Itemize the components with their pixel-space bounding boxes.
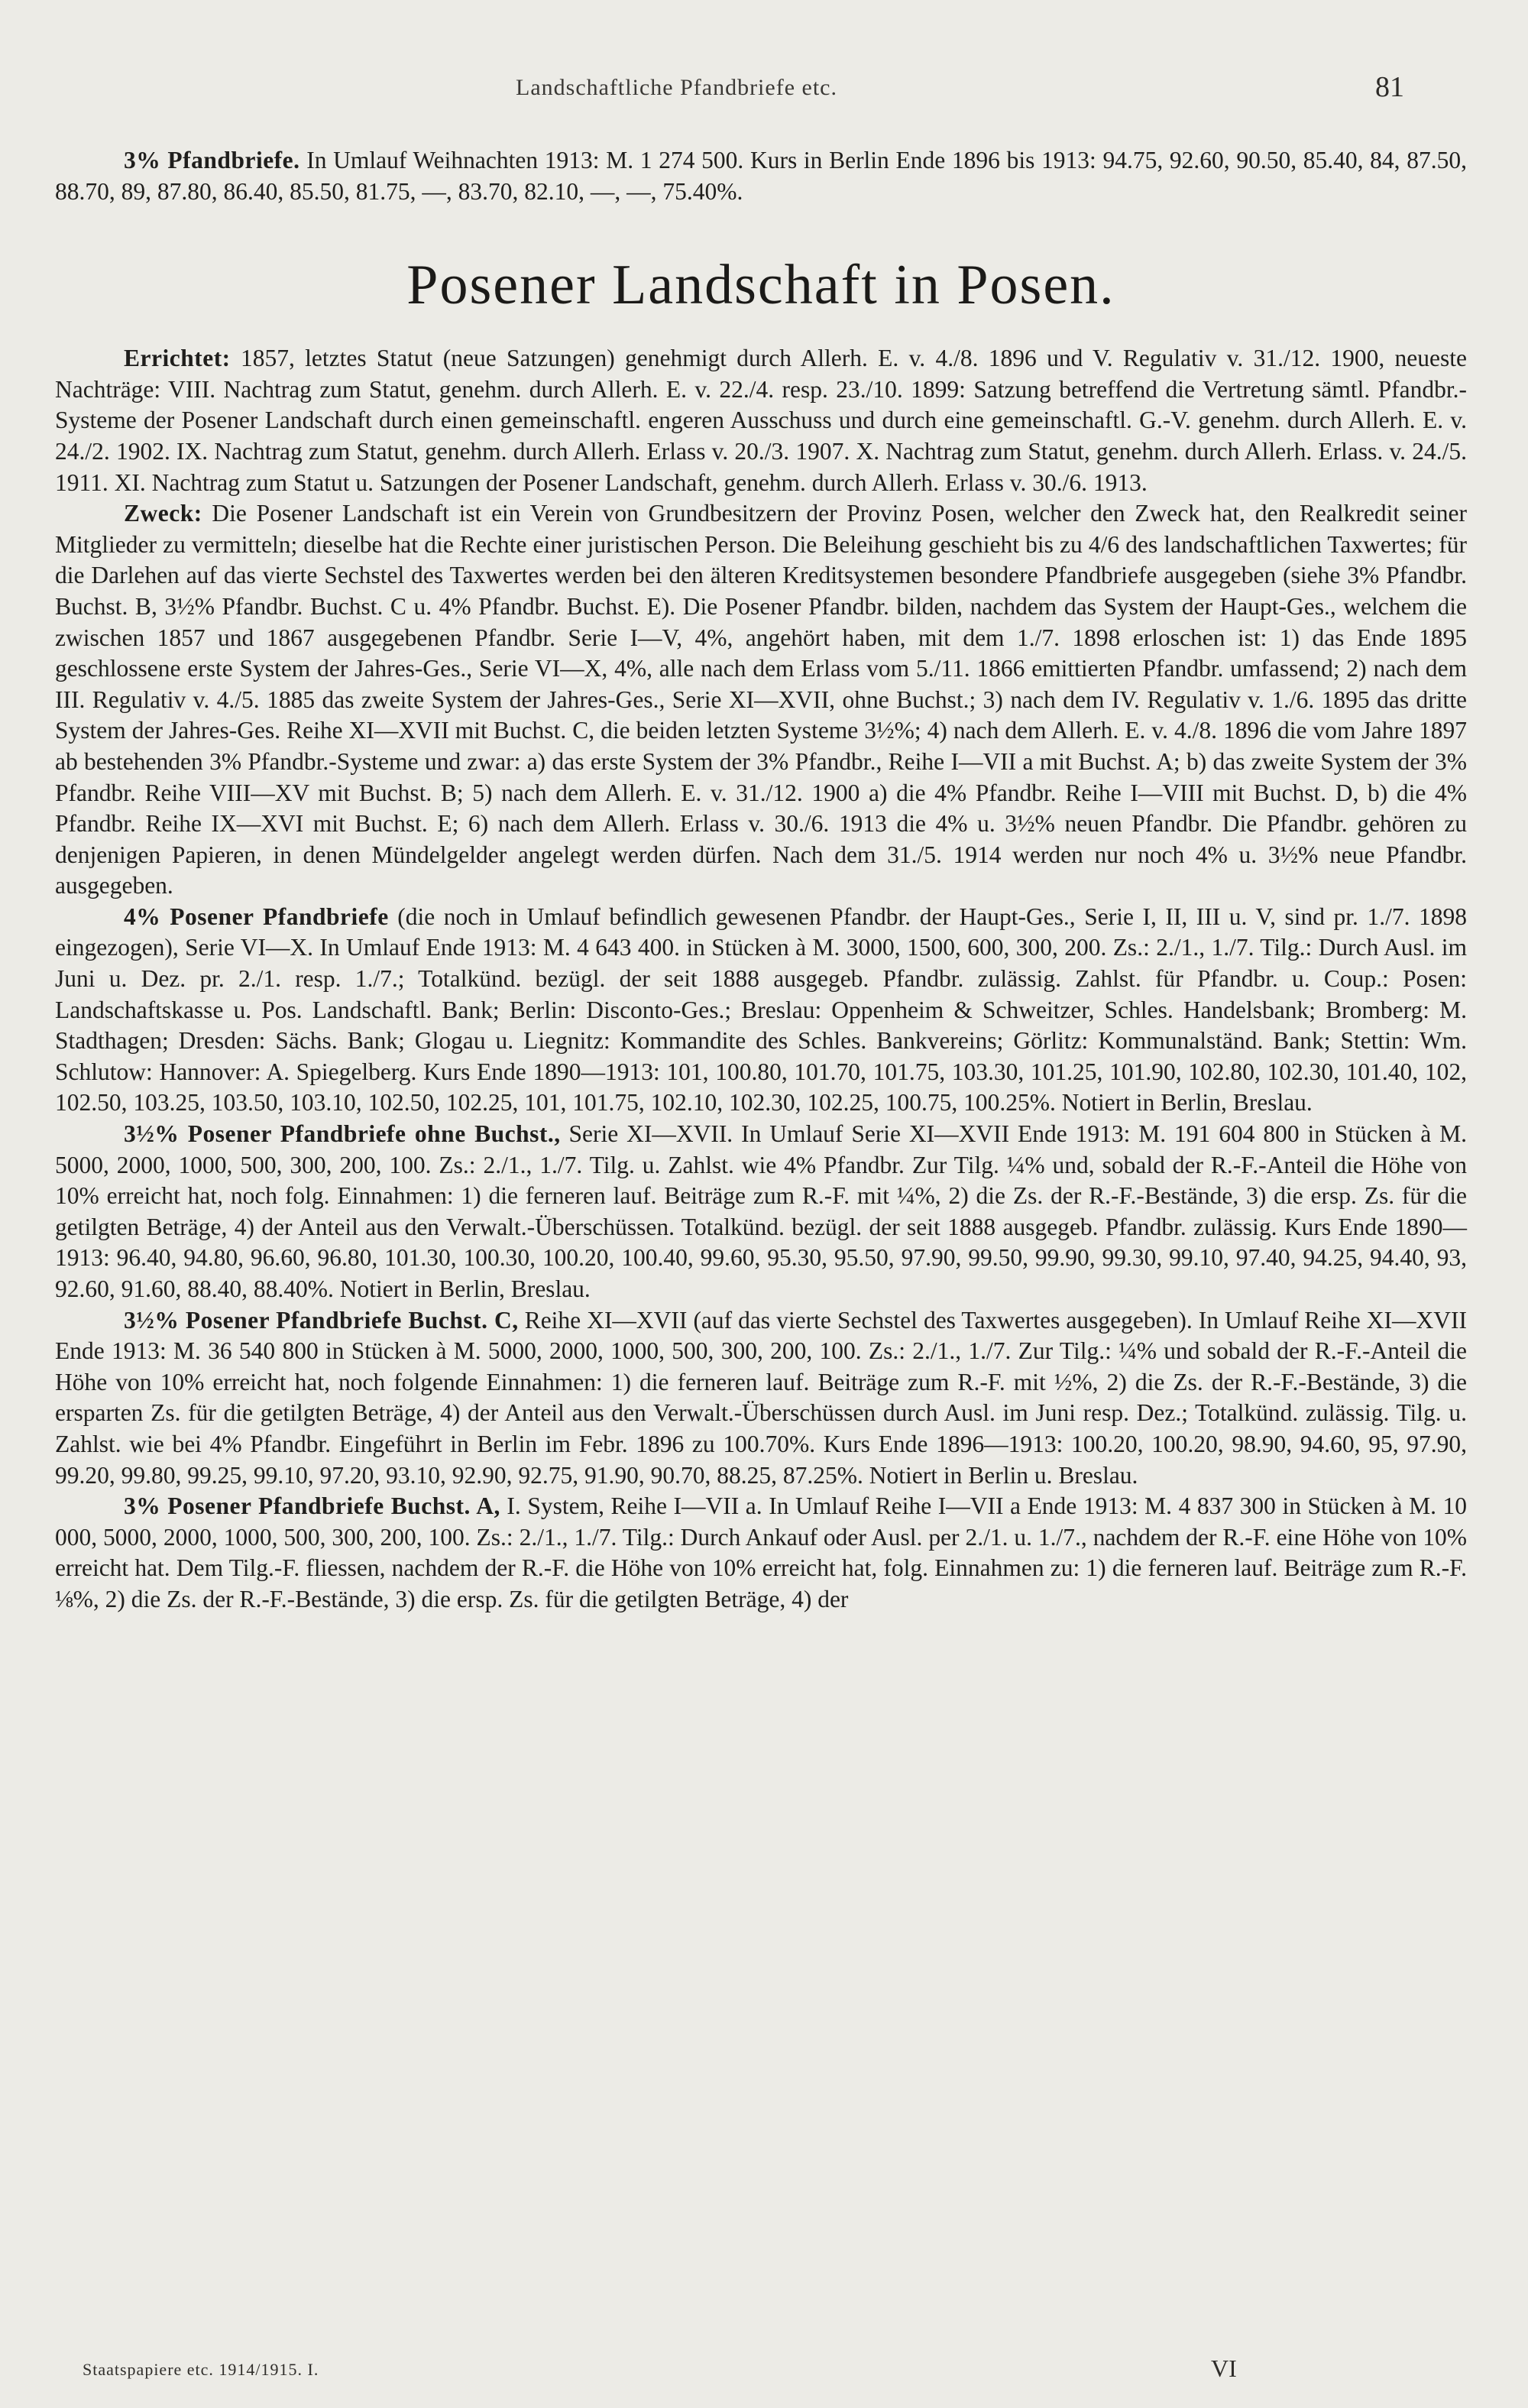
intro-text: In Umlauf Weihnachten 1913: M. 1 274 500. Kurs in Berlin Ende 1896 bis 1913: 94.75, 92.60, 90.50, 85.40, 84, 87.50, 88.70, 89, 87.80, 86.40, 85.50, 81.75, —, 83.70, 82.10, —, —, 75.40%. xyxy=(55,147,1467,205)
paragraph-lead: 4% Posener Pfandbriefe xyxy=(124,903,389,930)
paragraph-3-5-percent-buchst-c xyxy=(55,1305,1467,1492)
intro-lead: 3% Pfandbriefe. xyxy=(124,147,300,173)
running-title: Landschaftliche Pfandbriefe etc. xyxy=(516,75,837,100)
paragraph-text: Die Posener Landschaft ist ein Verein von Grundbesitzern der Provinz Posen, welcher den Zweck hat, den Realkredit seiner Mitglieder zu vermitteln; dieselbe hat die Rechte einer juristischen Person. Die Beleihung geschieht bis zu 4/6 des landschaftlichen Taxwertes; für die Darlehen auf das vierte Sechstel des Taxwertes werden bei den älteren Kreditsystemen besondere Pfandbriefe ausgegeben (siehe 3% Pfandbr. Buchst. B, 3½% Pfandbr. Buchst. C u. 4% Pfandbr. Buchst. E). Die Posener Pfandbr. bilden, nachdem das System der Haupt-Ges., welchem die zwischen 1857 und 1867 ausgegebenen Pfandbr. Serie I—V, 4%, angehört haben, mit dem 1./7. 1898 erloschen ist: 1) das Ende 1895 geschlossene erste System der Jahres-Ges., Serie VI—X, 4%, alle nach dem Erlass vom 5./11. 1866 emittierten Pfandbr. umfassend; 2) nach dem III. Regulativ v. 4./5. 1885 das zweite System der Jahres-Ges., Serie XI—XVII, ohne Buchst.; 3) nach dem IV. Regulativ v. 1./6. 1895 das dritte System der Jahres-Ges. Reihe XI—XVII mit Buchst. C, die beiden letzten Systeme 3½%; 4) nach dem Allerh. E. v. 4./8. 1896 die vom Jahre 1897 ab bestehenden 3% Pfandbr.-Systeme und zwar: a) das erste System der 3% Pfandbr., Reihe I—VII a mit Buchst. A; b) das zweite System der 3% Pfandbr. Reihe VIII—XV mit Buchst. B; 5) nach dem Allerh. E. v. 31./12. 1900 a) die 4% Pfandbr. Reihe I—VIII mit Buchst. D, b) die 4% Pfandbr. Reihe IX—XVI mit Buchst. E; 6) nach dem Allerh. Erlass v. 30./6. 1913 die 4% u. 3½% neuen Pfandbr. Die Pfandbr. gehören zu denjenigen Papieren, in denen Mündelgelder angelegt werden dürfen. Nach dem 31./5. 1914 werden nur noch 4% u. 3½% neue Pfandbr. ausgegeben. xyxy=(55,500,1467,899)
paragraph-lead: 3% Posener Pfandbriefe Buchst. A, xyxy=(124,1492,500,1520)
page-number: 81 xyxy=(1375,71,1404,103)
paragraph-4-percent-pfandbriefe xyxy=(55,902,1467,1119)
sheet-signature: VI xyxy=(1211,2355,1237,2382)
paragraph-text: Reihe XI—XVII (auf das vierte Sechstel des Taxwertes ausgegeben). In Umlauf Reihe XI—XVII Ende 1913: M. 36 540 800 in Stücken à M. 5000, 2000, 1000, 500, 300, 200, 100. Zs.: 2./1., 1./7. Zur Tilg.: ¼% und sobald der R.-F.-Anteil die Höhe von 10% erreicht hat, noch folgende Einnahmen: 1) die ferneren lauf. Beiträge zum R.-F. mit ½%, 2) die Zs. der R.-F.-Bestände, 3) die ersparten Zs. für die getilgten Beträge, 4) der Anteil aus den Verwalt.-Überschüssen durch Ausl. im Juni resp. Dez.; Totalkünd. zulässig. Tilg. u. Zahlst. wie bei 4% Pfandbr. Eingeführt in Berlin im Febr. 1896 zu 100.70%. Kurs Ende 1896—1913: 100.20, 100.20, 98.90, 94.60, 95, 97.90, 99.20, 99.80, 99.25, 99.10, 97.20, 93.10, 92.90, 92.75, 91.90, 90.70, 88.25, 87.25%. Notiert in Berlin u. Breslau. xyxy=(55,1306,1467,1489)
paragraph-text: I. System, Reihe I—VII a. In Umlauf Reihe I—VII a Ende 1913: M. 4 837 300 in Stücken à M. 10 000, 5000, 2000, 1000, 500, 300, 200, 100. Zs.: 2./1., 1./7. Tilg.: Durch Ankauf oder Ausl. per 2./1. u. 1./7., nachdem der R.-F. eine Höhe von 10% erreicht hat. Dem Tilg.-F. fliessen, nachdem der R.-F. die Höhe von 10% erreicht hat, folg. Einnahmen zu: 1) die ferneren lauf. Beiträge zum R.-F. ⅛%, 2) die Zs. der R.-F.-Bestände, 3) die ersp. Zs. für die getilgten Beträge, 4) der xyxy=(55,1492,1467,1612)
paragraph-lead: Zweck: xyxy=(124,500,202,527)
body-text xyxy=(55,145,1467,1616)
intro-paragraph xyxy=(55,145,1467,207)
paragraph-lead: Errichtet: xyxy=(124,345,231,372)
paragraph-text: (die noch in Umlauf befindlich gewesenen Pfandbr. der Haupt-Ges., Serie I, II, III u. V, sind pr. 1./7. 1898 eingezogen), Serie VI—X. In Umlauf Ende 1913: M. 4 643 400. in Stücken à M. 3000, 1500, 600, 300, 200. Zs.: 2./1., 1./7. Tilg.: Durch Ausl. im Juni u. Dez. pr. 2./1. resp. 1./7.; Totalkünd. bezügl. der seit 1888 ausgegeb. Pfandbr. zulässig. Zahlst. für Pfandbr. u. Coup.: Posen: Landschaftskasse u. Pos. Landschaftl. Bank; Berlin: Disconto-Ges.; Breslau: Oppenheim & Schweitzer, Schles. Handelsbank; Bromberg: M. Stadthagen; Dresden: Sächs. Bank; Glogau u. Liegnitz: Kommandite des Schles. Bankvereins; Görlitz: Kommunalständ. Bank; Stettin: Wm. Schlutow: Hannover: A. Spiegelberg. Kurs Ende 1890—1913: 101, 100.80, 101.70, 101.75, 103.30, 101.25, 101.90, 102.80, 102.30, 101.40, 102, 102.50, 103.25, 103.50, 103.10, 102.50, 102.25, 101, 101.75, 102.10, 102.30, 102.25, 100.75, 100.25%. Notiert in Berlin, Breslau. xyxy=(55,903,1467,1116)
paragraph-zweck xyxy=(55,498,1467,902)
paragraph-errichtet xyxy=(55,343,1467,498)
paragraph-lead: 3½% Posener Pfandbriefe Buchst. C, xyxy=(124,1306,519,1334)
paragraph-text: Serie XI—XVII. In Umlauf Serie XI—XVII Ende 1913: M. 191 604 800 in Stücken à M. 5000, 2000, 1000, 500, 300, 200, 100. Zs.: 2./1., 1./7. Tilg. u. Zahlst. wie 4% Pfandbr. Zur Tilg. ¼% und, sobald der R.-F.-Anteil die Höhe von 10% erreicht hat, noch folg. Einnahmen: 1) die ferneren lauf. Beiträge zum R.-F. mit ¼%, 2) die Zs. der R.-F.-Bestände, 3) die ersp. Zs. für die getilgten Beträge, 4) der Anteil aus den Verwalt.-Überschüssen. Totalkünd. bezügl. der seit 1888 ausgegeb. Pfandbr. zulässig. Kurs Ende 1890—1913: 96.40, 94.80, 96.60, 96.80, 101.30, 100.30, 100.20, 100.40, 99.60, 95.30, 95.50, 97.90, 99.50, 99.90, 99.30, 99.10, 97.40, 94.25, 94.40, 93, 92.60, 91.60, 88.40, 88.40%. Notiert in Berlin, Breslau. xyxy=(55,1120,1467,1302)
paragraph-3-5-percent-ohne-buchst xyxy=(55,1119,1467,1305)
footer-note: Staatspapiere etc. 1914/1915. I. xyxy=(83,2360,319,2379)
paragraph-text: 1857, letztes Statut (neue Satzungen) genehmigt durch Allerh. E. v. 4./8. 1896 und V. Regulativ v. 31./12. 1900, neueste Nachträge: VIII. Nachtrag zum Statut, genehm. durch Allerh. E. v. 22./4. resp. 23./10. 1899: Satzung betreffend die Vertretung sämtl. Pfandbr.-Systeme der Posener Landschaft durch einen gemeinschaftl. engeren Ausschuss und durch eine gemeinschaftl. G.-V. genehm. durch Allerh. E. v. 24./2. 1902. IX. Nachtrag zum Statut, genehm. durch Allerh. Erlass v. 20./3. 1907. X. Nachtrag zum Statut, genehm. durch Allerh. Erlass. v. 24./5. 1911. XI. Nachtrag zum Statut u. Satzungen der Posener Landschaft, genehm. durch Allerh. Erlass v. 30./6. 1913. xyxy=(55,345,1468,496)
section-title: Posener Landschaft in Posen. xyxy=(406,254,1115,317)
paragraph-lead: 3½% Posener Pfandbriefe ohne Buchst., xyxy=(124,1120,561,1148)
paragraph-3-percent-buchst-a xyxy=(55,1491,1467,1615)
